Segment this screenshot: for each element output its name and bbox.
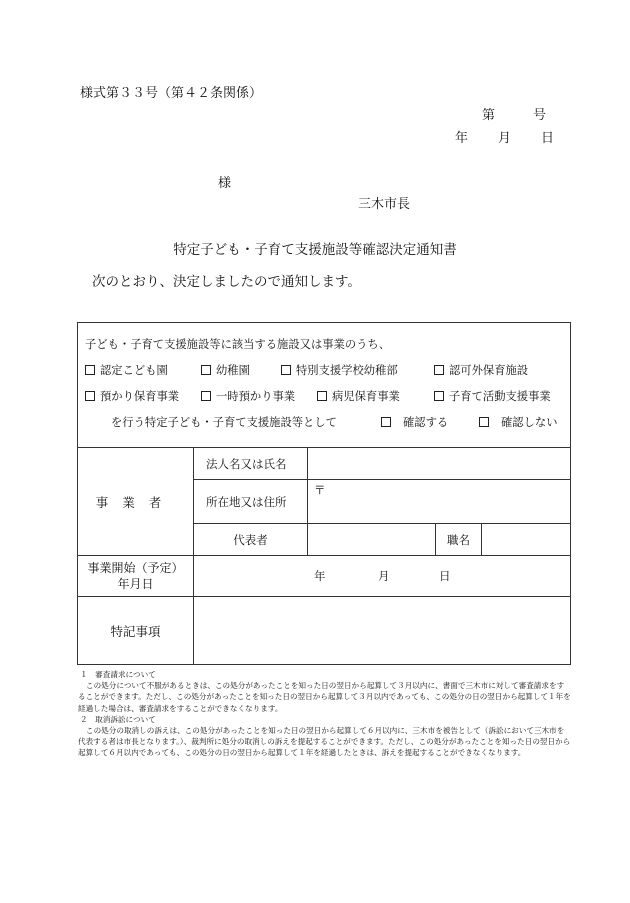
checkbox[interactable] [85,365,95,375]
category-cell [78,323,571,448]
postal-mark: 〒 [314,483,326,497]
lead-text: 次のとおり、決定しましたので通知します。 [92,274,361,290]
issue-date [455,127,554,146]
issue-month-label: 月 [498,131,512,146]
option-azukari-hoiku[interactable]: 預かり保育事業 [85,388,179,404]
address-label: 所在地又は住所 [194,480,308,524]
checkbox[interactable] [85,391,95,401]
notes [78,669,571,759]
operator-label: 事業者 [78,448,194,556]
note-2-body: この処分の取消しの訴えは、この処分があったことを知った日の翌日から起算して６月以内に、三木市を被告として（訴訟において三木市を代表する者は市長となります。）、裁判所に処分の取消しの訴えを提起することができます。ただし、この処分があったことを知った日の翌日から起算して６月以内であっても、この処分の日の翌日から起算して１年を経過したときは、訴えを提起することができなくなります。 [78,726,571,758]
representative-field[interactable] [308,524,436,556]
option-confirm[interactable]: 確認する [381,414,448,430]
dai-label: 第 [482,108,496,123]
checkbox[interactable] [434,391,444,401]
start-date-label: 事業開始（予定） 年月日 [78,556,194,597]
form-number: 様式第３３号（第４２条関係） [80,86,263,101]
start-day-label: 日 [439,569,451,583]
option-yochien[interactable]: 幼稚園 [201,362,250,378]
issue-day-label: 日 [541,131,555,146]
option-byoji-hoiku[interactable]: 病児保育事業 [317,388,400,404]
start-month-label: 月 [378,569,390,583]
job-title-field[interactable] [482,524,571,556]
option-tokubetsu-shien[interactable]: 特別支援学校幼稚部 [281,362,398,378]
note-1-heading: １ 審査請求について [80,670,156,679]
checkbox[interactable] [479,417,489,427]
option-kosodate-katsudo[interactable]: 子育て活動支援事業 [434,388,551,404]
remarks-field[interactable] [194,597,571,665]
name-label: 法人名又は氏名 [194,448,308,480]
option-ninkagai-hoiku[interactable]: 認可外保育施設 [434,362,528,378]
category-intro: 子ども・子育て支援施設等に該当する施設又は事業のうち、 [85,338,391,351]
name-field[interactable] [308,448,571,480]
notice-form-table [77,322,571,665]
go-label: 号 [533,108,547,123]
checkbox[interactable] [317,391,327,401]
representative-label: 代表者 [194,524,308,556]
addressee-honorific: 様 [218,176,232,191]
sender-mayor: 三木市長 [358,197,411,212]
start-year-label: 年 [314,569,326,583]
document-number [482,104,546,123]
option-not-confirm[interactable]: 確認しない [479,414,558,430]
checkbox[interactable] [281,365,291,375]
option-ichiji-azukari[interactable]: 一時預かり事業 [201,388,295,404]
issue-year-label: 年 [455,131,469,146]
checkbox[interactable] [434,365,444,375]
category-suffix: を行う特定子ども・子育て支援施設等として [111,416,337,429]
checkbox[interactable] [201,365,211,375]
start-date-field[interactable] [194,556,571,597]
note-2-heading: ２ 取消訴訟について [80,714,156,724]
checkbox[interactable] [201,391,211,401]
address-field[interactable] [308,480,571,524]
checkbox[interactable] [381,417,391,427]
option-nintei-kodomoen[interactable]: 認定こども園 [85,362,168,378]
page-title: 特定子ども・子育て支援施設等確認決定通知書 [173,242,457,258]
note-1-body: この処分について不服があるときは、この処分があったことを知った日の翌日から起算して３月以内に、書面で三木市に対して審査請求をすることができます。ただし、この処分があったことを知った日の翌日から起算して３月以内であっても、この処分の日の翌日から起算して１年を経過した場合は、審査請求をすることができなくなります。 [78,681,571,713]
job-title-label: 職名 [436,524,482,556]
remarks-label: 特記事項 [78,597,194,665]
